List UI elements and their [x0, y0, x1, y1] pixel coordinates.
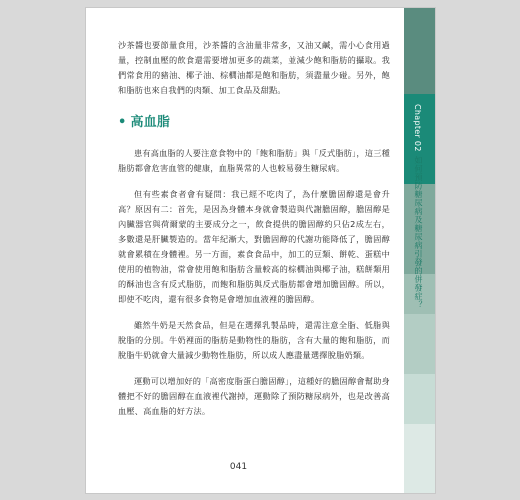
heading-text: 高血脂 — [130, 115, 171, 130]
heading-bullet: • — [118, 115, 127, 130]
tab-segment — [404, 8, 435, 94]
tab-segment — [404, 314, 435, 374]
paragraph: 雖然牛奶是天然食品，但是在選擇乳製品時，還需注意全脂、低脂與脫脂的分別。牛奶裡面的脂肪是動物性的脂肪，含有大量的飽和脂肪，而脫脂牛奶就會大量減少動物性脂肪，所以成人應盡量選擇脫脂奶類。 — [118, 320, 390, 360]
paragraph: 運動可以增加好的「高密度脂蛋白膽固醇」，這種好的膽固醇會幫助身體把不好的膽固醇在血液裡代謝掉，運動除了預防糖尿病外，也是改善高血壓、高血脂的好方法。 — [118, 376, 390, 416]
intro-paragraph: 沙茶醬也要節量食用，沙茶醬的含油量非常多，又油又鹹，需小心食用過量，控制血壓的飲食還需要增加更多的蔬菜，並減少飽和脂肪的攝取。我們常食用的豬油、椰子油、棕櫚油都是飽和脂肪，須盡量少碰。另外，飽和脂肪也來自我們的肉類、加工食品及甜點。 — [118, 40, 390, 95]
page-number: 041 — [229, 462, 248, 472]
paragraph: 患有高血脂的人要注意食物中的「飽和脂肪」與「反式脂肪」，這三種脂肪都會危害血管的健康，血脂異常的人也較易發生糖尿病。 — [118, 148, 390, 173]
chapter-tab-bar — [404, 8, 435, 493]
paragraph: 但有些素食者會有疑問：我已經不吃肉了，為什麼膽固醇還是會升高？原因有二：首先，是因為身體本身就會製造與代謝膽固醇，膽固醇是內臟器官與荷爾蒙的主要成分之一，飲食提供的膽固醇約只佔2成左右，多數還是肝臟製造的。當年紀漸大，對膽固醇的代謝功能降低了，膽固醇就會累積在身體裡。另一方面，素食食品中，加工的豆類、餅乾、蛋糕中使用的植物油，常會使用飽和脂肪含量較高的棕櫚油與椰子油，糕餅類用的酥油也含有反式脂肪，而飽和脂肪與反式脂肪都會增加膽固醇。所以，即使不吃肉，還有很多食物是會增加血液裡的膽固醇。 — [118, 189, 390, 304]
section-heading — [118, 114, 390, 132]
page-content — [118, 38, 390, 430]
tab-segment — [404, 374, 435, 424]
book-page — [86, 8, 435, 493]
chapter-title: 如何預防糖尿病及糖尿病引發的併發症？ — [414, 156, 423, 309]
tab-segment — [404, 424, 435, 493]
chapter-label: Chapter 02 — [413, 104, 422, 152]
